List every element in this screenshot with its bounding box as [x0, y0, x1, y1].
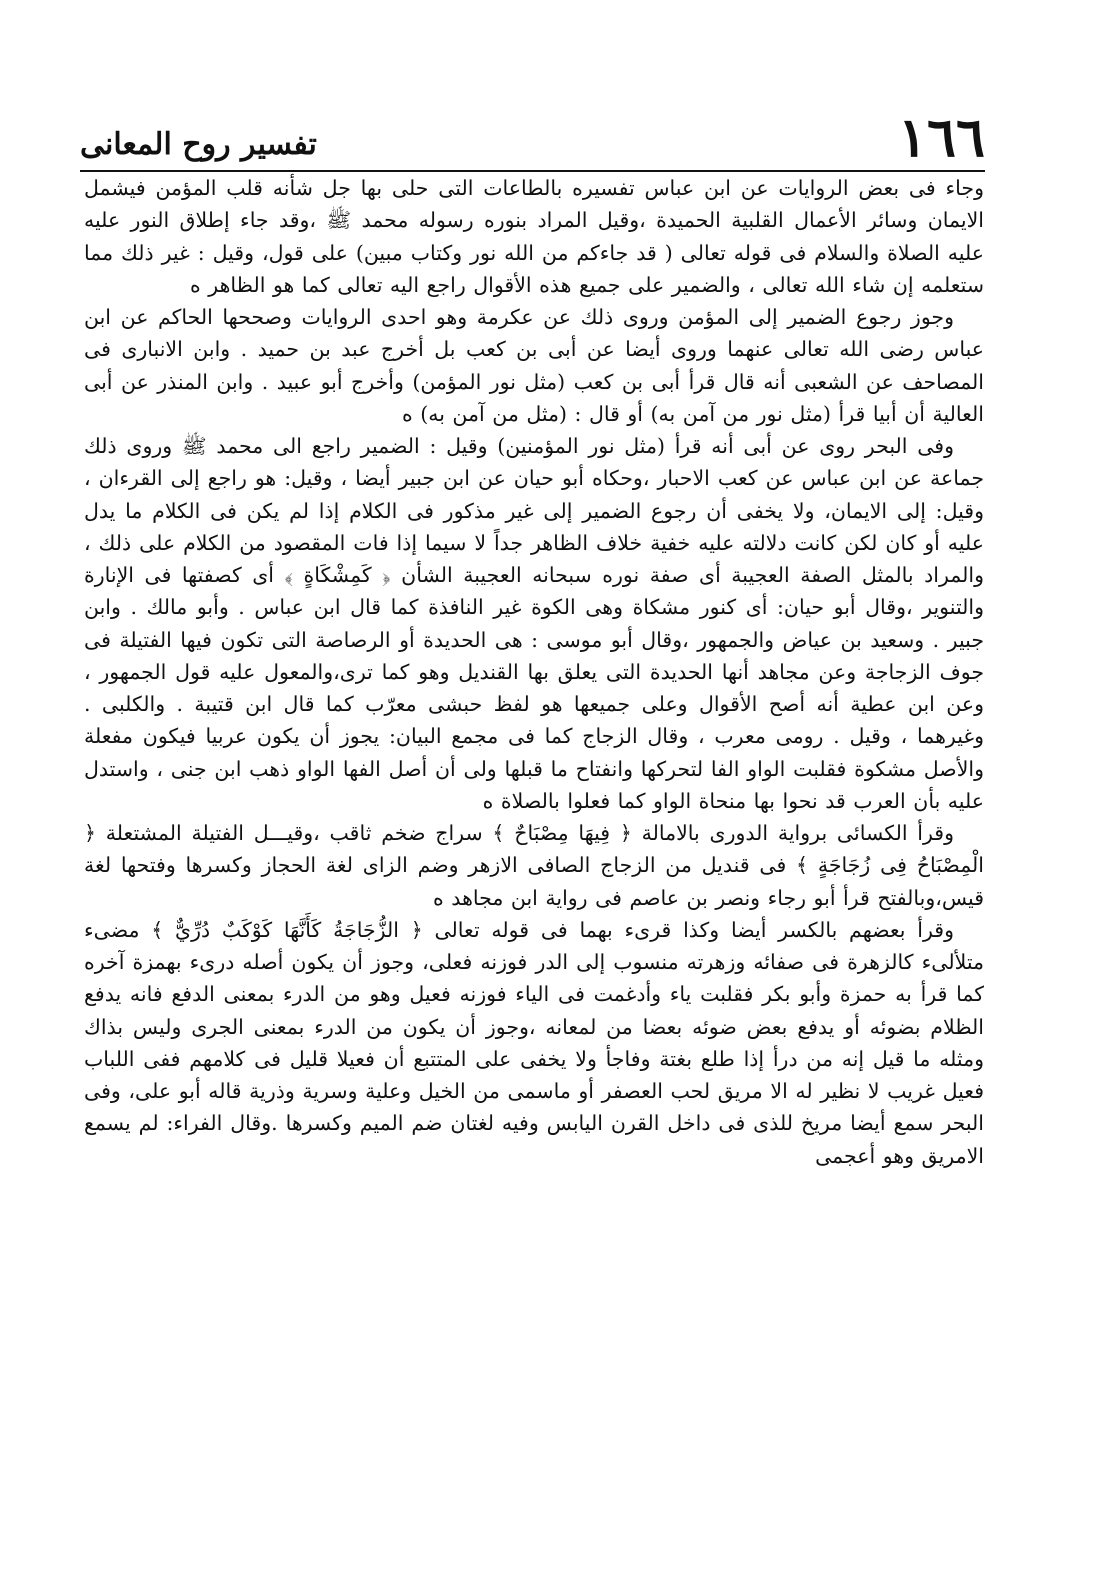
running-title: تفسير روح المعانى: [80, 127, 317, 162]
body-text: [84, 172, 984, 1172]
page-number: ١٦٦: [897, 105, 985, 169]
paragraph: وجوز رجوع الضمير إلى المؤمن وروى ذلك عن عكرمة وهو احدى الروايات وصححها الحاكم عن ابن عباس رضى الله تعالى عنهما وروى أيضا عن أبى بن كعب بل أخرج عبد بن حميد . وابن الانبارى فى المصاحف عن الشعبى أنه قال قرأ أبى بن كعب (مثل نور المؤمن) وأخرج أبو عبيد . وابن المنذر عن أبى العالية أن أبيا قرأ (مثل نور من آمن به) أو قال : (مثل من آمن به) ه: [84, 305, 984, 426]
page-header: [80, 100, 985, 172]
paragraph: وفى البحر روى عن أبى أنه قرأ (مثل نور المؤمنين) وقيل : الضمير راجع الى محمد ﷺ وروى ذلك جماعة عن ابن عباس عن كعب الاحبار ،وحكاه أبو حيان عن ابن جبير أيضا ، وقيل: هو راجع إلى القرءان ، وقيل: إلى الايمان، ولا يخفى أن رجوع الضمير إلى غير مذكور فى الكلام إذا لم يكن فى الكلام ما يدل عليه أو كان لكن كانت دلالته عليه خفية خلاف الظاهر جداً لا سيما إذا فات المقصود من الكلام على ذلك ، والمراد بالمثل الصفة العجيبة أى صفة نوره سبحانه العجيبة الشأن ﴿ كَمِشْكَاةٍ ﴾ أى كصفتها فى الإنارة والتنوير ،وقال أبو حيان: أى كنور مشكاة وهى الكوة غير النافذة كما قال ابن عباس . وأبو مالك . وابن جبير . وسعيد بن عياض والجمهور ،وقال أبو موسى : هى الحديدة أو الرصاصة التى تكون فيها الفتيلة فى جوف الزجاجة وعن مجاهد أنها الحديدة التى يعلق بها القنديل وهو كما ترى،والمعول عليه قول الجمهور ، وعن ابن عطية أنه أصح الأقوال وعلى جميعها هو لفظ حبشى معرّب كما قال ابن قتيبة . والكلبى . وغيرهما ، وقيل . رومى معرب ، وقال الزجاج كما فى مجمع البيان: يجوز أن يكون عربيا فيكون مفعلة والأصل مشكوة فقلبت الواو الفا لتحركها وانفتاح ما قبلها ولى أن أصل الفها الواو ذهب ابن جنى ، واستدل عليه بأن العرب قد نحوا بها منحاة الواو كما فعلوا بالصلاة ه: [84, 434, 984, 813]
paragraph: وجاء فى بعض الروايات عن ابن عباس تفسيره بالطاعات التى حلى بها جل شأنه قلب المؤمن فيشمل الايمان وسائر الأعمال القلبية الحميدة ،وقيل المراد بنوره رسوله محمد ﷺ ،وقد جاء إطلاق النور عليه عليه الصلاة والسلام فى قوله تعالى ( قد جاءكم من الله نور وكتاب مبين) على قول، وقيل : غير ذلك مما ستعلمه إن شاء الله تعالى ، والضمير على جميع هذه الأقوال راجع اليه تعالى كما هو الظاهر ه: [84, 176, 984, 297]
paragraph: وقرأ بعضهم بالكسر أيضا وكذا قرىء بهما فى قوله تعالى ﴿ الزُّجَاجَةُ كَأَنَّهَا كَوْكَبٌ دُرِّيٌّ ﴾ مضىء متلألىء كالزهرة فى صفائه وزهرته منسوب إلى الدر فوزنه فعلى، وجوز أن يكون أصله درىء بهمزة آخره كما قرأ به حمزة وأبو بكر فقلبت ياء وأدغمت فى الياء فوزنه فعيل وهو من الدرء بمعنى الدفع فانه يدفع الظلام بضوئه أو يدفع بعض ضوئه بعضا من لمعانه ،وجوز أن يكون من الدرء بمعنى الجرى وليس بذاك ومثله ما قيل إنه من درأ إذا طلع بغتة وفاجأ ولا يخفى على المتتبع أن فعيلا قليل فى كلامهم ففى اللباب فعيل غريب لا نظير له الا مريق لحب العصفر أو ماسمى من الخيل وعلية وسرية وذرية قاله أبو على، وفى البحر سمع أيضا مريخ للذى فى داخل القرن اليابس وفيه لغتان ضم الميم وكسرها .وقال الفراء: لم يسمع الامريق وهو أعجمى: [84, 917, 984, 1168]
paragraph: وقرأ الكسائى برواية الدورى بالامالة ﴿ فِيهَا مِصْبَاحٌ ﴾ سراج ضخم ثاقب ،وقيـــل الفتيلة المشتعلة ﴿ الْمِصْبَاحُ فِى زُجَاجَةٍ ﴾ فى قنديل من الزجاج الصافى الازهر وضم الزاى لغة الحجاز وكسرها وفتحها لغة قيس،وبالفتح قرأ أبو رجاء ونصر بن عاصم فى رواية ابن مجاهد ه: [84, 821, 984, 910]
